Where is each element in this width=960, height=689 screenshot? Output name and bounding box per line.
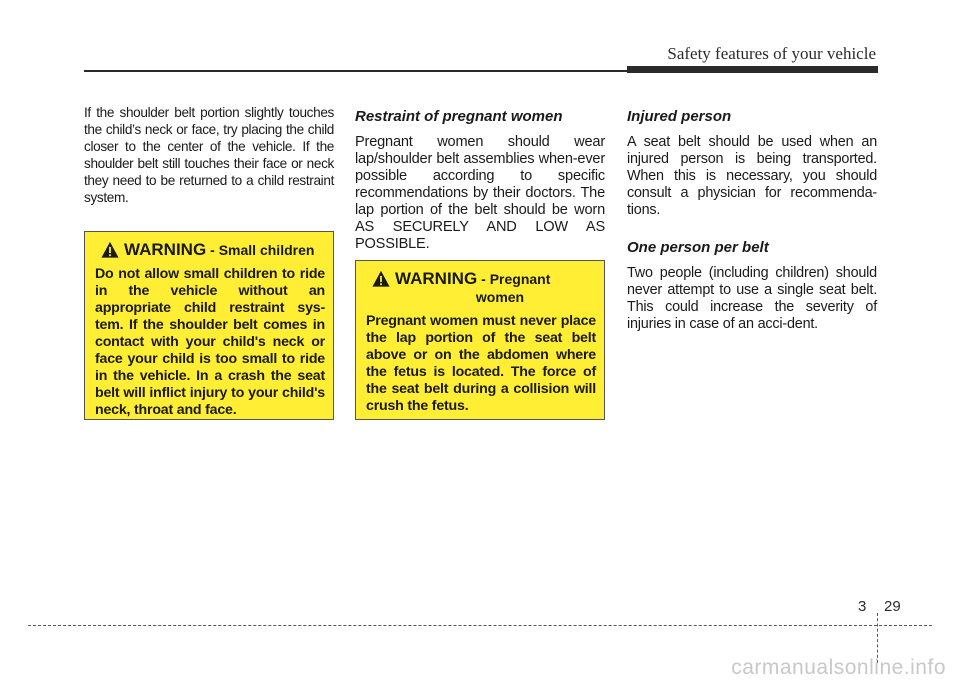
pregnant-paragraph: Pregnant women should wear lap/shoulder belt assemblies when-ever possible according to specific recommendations by their doctors. The lap portion of the belt should be worn AS SECURELY AND LOW AS POSSIBLE. — [355, 134, 605, 252]
warning-title: WARNING — [395, 269, 478, 288]
shoulder-belt-paragraph: If the shoulder belt portion slightly touches the child’s neck or face, try placing the child closer to the center of the vehicle. If the shoulder belt still touches their face or neck they need to be returned to a child restraint system. — [84, 105, 334, 205]
warning-subtitle-continued: women — [475, 289, 525, 305]
warning-title: WARNING — [124, 240, 207, 259]
warning-triangle-icon — [372, 270, 390, 288]
warning-triangle-icon — [101, 241, 119, 259]
column-middle — [355, 104, 605, 253]
section-heading-pregnant: Restraint of pregnant women — [355, 108, 563, 125]
column-right — [627, 104, 877, 333]
warning-subtitle: - Small children — [210, 242, 315, 258]
injured-paragraph: A seat belt should be used when an injured person is being transported. When this is necessary, you should consult a physician for recommenda-tions. — [627, 134, 877, 218]
warning-title-row — [101, 240, 325, 260]
warning-title-row — [372, 269, 596, 289]
one-person-paragraph: Two people (including children) should never attempt to use a single seat belt. This could increase the severity of injuries in case of an acci-dent. — [627, 265, 877, 332]
section-heading-injured: Injured person — [627, 108, 732, 125]
page-header-title: Safety features of your vehicle — [667, 44, 876, 63]
chapter-number: 3 — [858, 598, 867, 615]
warning-subtitle: - Pregnant — [481, 271, 551, 287]
warning-box-pregnant-women — [355, 260, 605, 420]
section-heading-one-person: One person per belt — [627, 239, 769, 256]
watermark: carmanualsonline.info — [731, 656, 946, 679]
warning-text: Pregnant women must never place the lap portion of the seat belt above or on the abdomen where the fetus is located. The force of the seat belt during a collision will crush the fetus. — [366, 313, 596, 414]
warning-box-small-children — [84, 231, 334, 420]
page-number: 29 — [884, 598, 901, 615]
footer-rule — [28, 625, 932, 626]
column-left — [84, 104, 334, 206]
warning-text: Do not allow small children to ride in the vehicle without an appropriate child restraint sys-tem. If the shoulder belt comes in contact with your child's neck or face your child is too small to ride in the vehicle. In a crash the seat belt will inflict injury to your child's neck, throat and face. — [95, 266, 325, 418]
header-accent-bar — [627, 66, 878, 73]
